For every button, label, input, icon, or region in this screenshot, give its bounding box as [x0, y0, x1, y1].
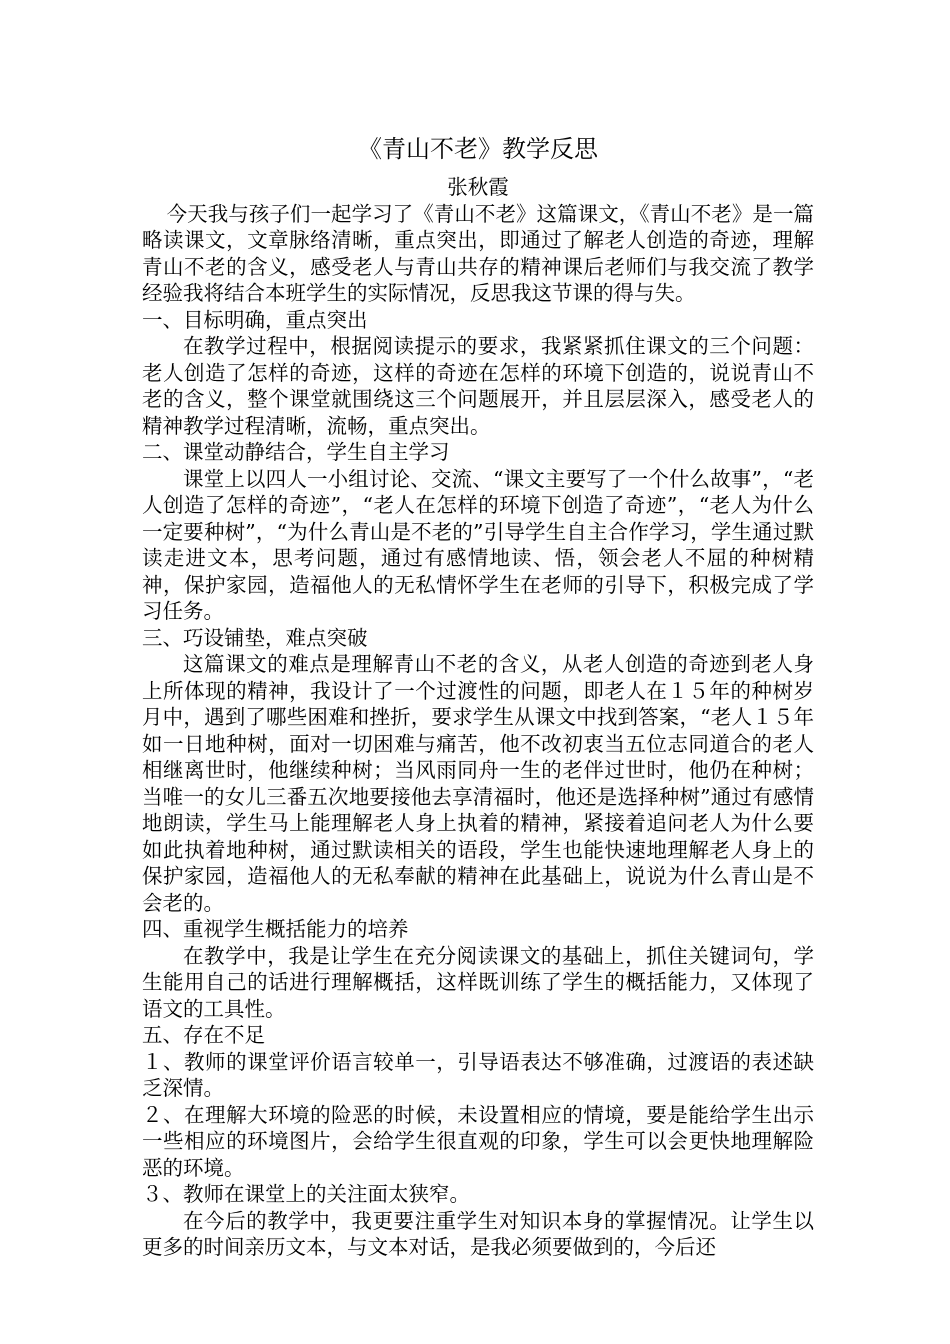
- closing-paragraph: 在今后的教学中，我更要注重学生对知识本身的掌握情况。让学生以更多的时间亲历文本，与文本对话，是我必须要做到的，今后还: [142, 1208, 814, 1259]
- shortcoming-item-1: １、教师的课堂评价语言较单一，引导语表达不够准确，过渡语的表述缺乏深情。: [142, 1049, 814, 1100]
- section-2-heading: 二、课堂动静结合，学生自主学习: [142, 440, 450, 464]
- section-4-heading: 四、重视学生概括能力的培养: [142, 917, 409, 941]
- section-1-body: 在教学过程中，根据阅读提示的要求，我紧紧抓住课文的三个问题：老人创造了怎样的奇迹，这样的奇迹在怎样的环境下创造的，说说青山不老的含义，整个课堂就围绕这三个问题展开，并且层层深入，感受老人的精神教学过程清晰，流畅，重点突出。: [142, 334, 814, 438]
- intro-paragraph: 今天我与孩子们一起学习了《青山不老》这篇课文，《青山不老》是一篇略读课文，文章脉络清晰，重点突出，即通过了解老人创造的奇迹，理解青山不老的含义，感受老人与青山共存的精神课后老师们与我交流了教学经验我将结合本班学生的实际情况，反思我这节课的得与失。: [142, 201, 814, 305]
- section-5-heading: 五、存在不足: [142, 1023, 265, 1047]
- document-page: [142, 132, 814, 1261]
- document-author: 张秋霞: [447, 175, 509, 199]
- section-2-body: 课堂上以四人一小组讨论、交流、“课文主要写了一个什么故事”，“老人创造了怎样的奇迹”，“老人在怎样的环境下创造了奇迹”，“老人为什么一定要种树”，“为什么青山是不老的”引导学生自主合作学习，学生通过默读走进文本，思考问题，通过有感情地读、悟，领会老人不屈的种树精神，保护家园，造福他人的无私情怀学生在老师的引导下，积极完成了学习任务。: [142, 466, 814, 623]
- section-3-body: 这篇课文的难点是理解青山不老的含义，从老人创造的奇迹到老人身上所体现的精神，我设计了一个过渡性的问题，即老人在１５年的种树岁月中，遇到了哪些困难和挫折，要求学生从课文中找到答案，“老人１５年如一日地种树，面对一切困难与痛苦，他不改初衷当五位志同道合的老人相继离世时，他继续种树；当风雨同舟一生的老伴过世时，他仍在种树；当唯一的女儿三番五次地要接他去享清福时，他还是选择种树”通过有感情地朗读，学生马上能理解老人身上执着的精神，紧接着追问老人为什么要如此执着地种树，通过默读相关的语段，学生也能快速地理解老人身上的保护家园，造福他人的无私奉献的精神在此基础上，说说为什么青山是不会老的。: [142, 652, 814, 915]
- document-title: 《青山不老》教学反思: [358, 135, 598, 163]
- section-3-heading: 三、巧设铺垫，难点突破: [142, 625, 368, 650]
- shortcoming-item-2: ２、在理解大环境的险恶的时候，未设置相应的情境，要是能给学生出示一些相应的环境图片，会给学生很直观的印象，学生可以会更快地理解险恶的环境。: [142, 1102, 814, 1180]
- section-1-heading: 一、目标明确，重点突出: [142, 307, 368, 332]
- section-4-body: 在教学中，我是让学生在充分阅读课文的基础上，抓住关键词句，学生能用自己的话进行理解概括，这样既训练了学生的概括能力，又体现了语文的工具性。: [142, 943, 814, 1021]
- shortcoming-item-3: ３、教师在课堂上的关注面太狭窄。: [142, 1182, 470, 1206]
